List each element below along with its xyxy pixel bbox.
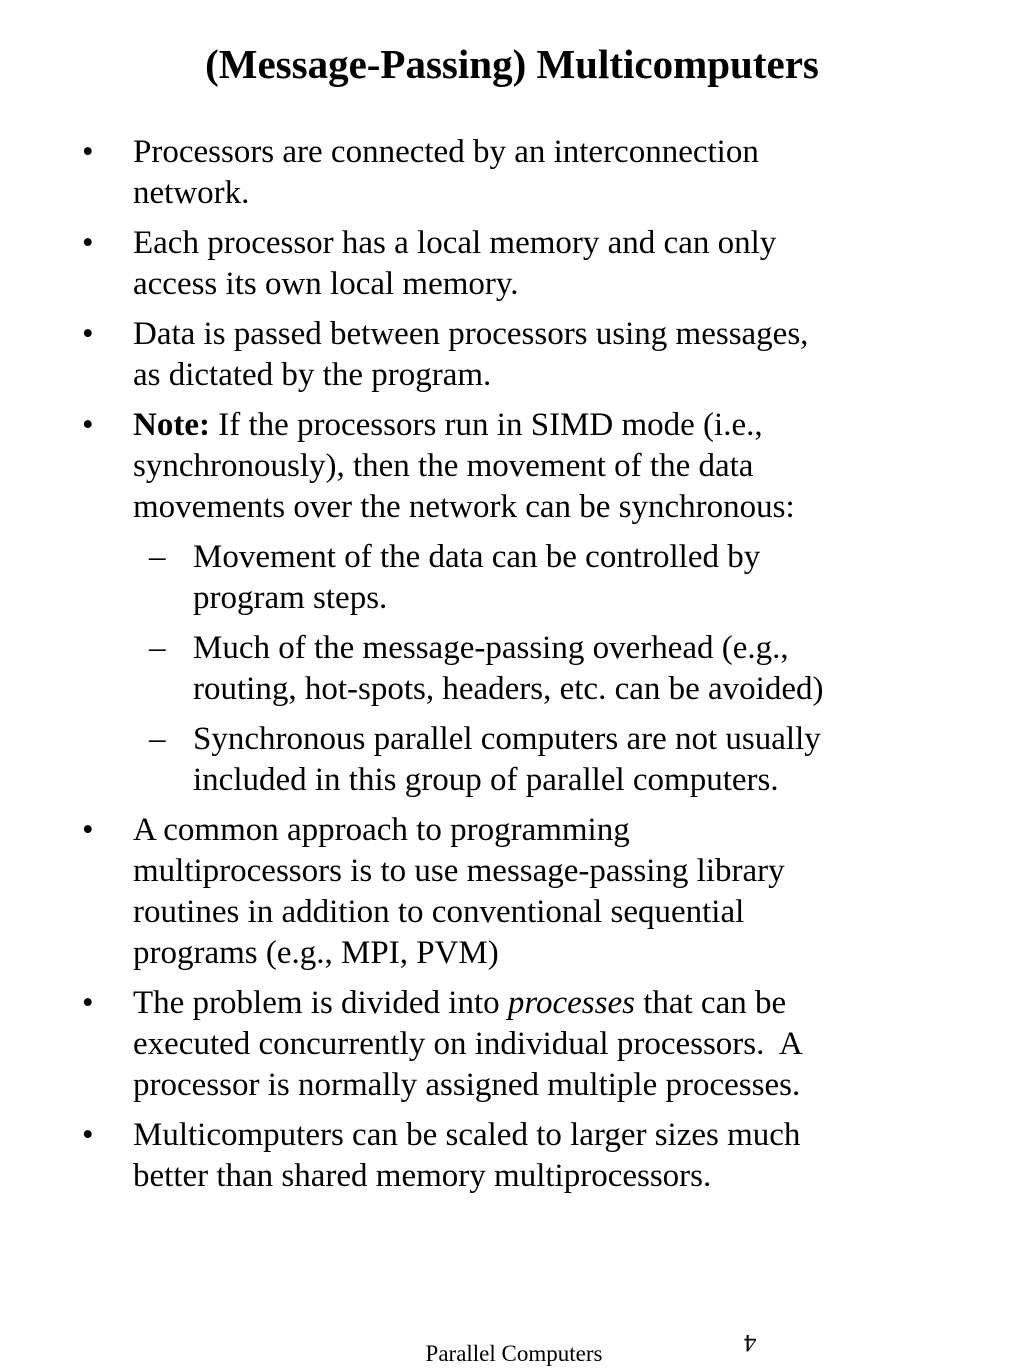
slide-title: (Message-Passing) Multicomputers (205, 41, 819, 87)
bullet-2-line-2: access its own local memory. (133, 266, 519, 302)
bullet-6-line-1 (133, 983, 786, 1024)
sub-bullet-marker: – (149, 630, 166, 666)
page-number: 4 (744, 1329, 757, 1356)
bullet-5-line-3: routines in addition to conventional sequential (133, 894, 745, 930)
bullet-1-line-2: network. (133, 175, 250, 211)
bullet-4-line-1 (133, 405, 763, 446)
bullet-5-line-4: programs (e.g., MPI, PVM) (133, 935, 499, 971)
bullet-marker: • (82, 225, 94, 261)
sub-bullet-1-line-1: Movement of the data can be controlled by (193, 539, 761, 575)
bullet-4-line-3: movements over the network can be synchronous: (133, 489, 795, 525)
sub-bullet-1-line-2: program steps. (193, 580, 388, 616)
bullet-marker: • (82, 134, 94, 170)
bullet-4-line-2: synchronously), then the movement of the data (133, 448, 754, 484)
sub-bullet-marker: – (149, 539, 166, 575)
bullet-6-line-2: executed concurrently on individual processors. A (133, 1026, 803, 1062)
bullet-1-line-1: Processors are connected by an interconnection (133, 134, 759, 170)
bullet-7-line-2: better than shared memory multiprocessors. (133, 1158, 712, 1194)
bullet-marker: • (82, 1117, 94, 1153)
sub-bullet-2-line-2: routing, hot-spots, headers, etc. can be avoided) (193, 671, 824, 707)
note-label: Note: (133, 407, 210, 443)
bullet-3-line-2: as dictated by the program. (133, 357, 492, 393)
bullet-marker: • (82, 985, 94, 1021)
footer-text: Parallel Computers (425, 1341, 603, 1366)
bullet-5-line-1: A common approach to programming (133, 812, 630, 848)
bullet-2-line-1: Each processor has a local memory and can only (133, 225, 777, 261)
bullet-6-pre: The problem is divided into (133, 985, 508, 1021)
sub-bullet-marker: – (149, 721, 166, 757)
bullet-5-line-2: multiprocessors is to use message-passing library (133, 853, 785, 889)
bullet-6-line-3: processor is normally assigned multiple processes. (133, 1067, 801, 1103)
sub-bullet-3-line-1: Synchronous parallel computers are not usually (193, 721, 821, 757)
processes-emphasis: processes (507, 985, 635, 1021)
sub-bullet-3-line-2: included in this group of parallel computers. (193, 762, 779, 798)
bullet-marker: • (82, 812, 94, 848)
bullet-7-line-1: Multicomputers can be scaled to larger sizes much (133, 1117, 801, 1153)
sub-bullet-2-line-1: Much of the message-passing overhead (e.g., (193, 630, 789, 666)
note-text: If the processors run in SIMD mode (i.e., (209, 407, 763, 443)
bullet-marker: • (82, 316, 94, 352)
bullet-6-post: that can be (634, 985, 787, 1021)
bullet-3-line-1: Data is passed between processors using messages, (133, 316, 809, 352)
bullet-marker: • (82, 407, 94, 443)
